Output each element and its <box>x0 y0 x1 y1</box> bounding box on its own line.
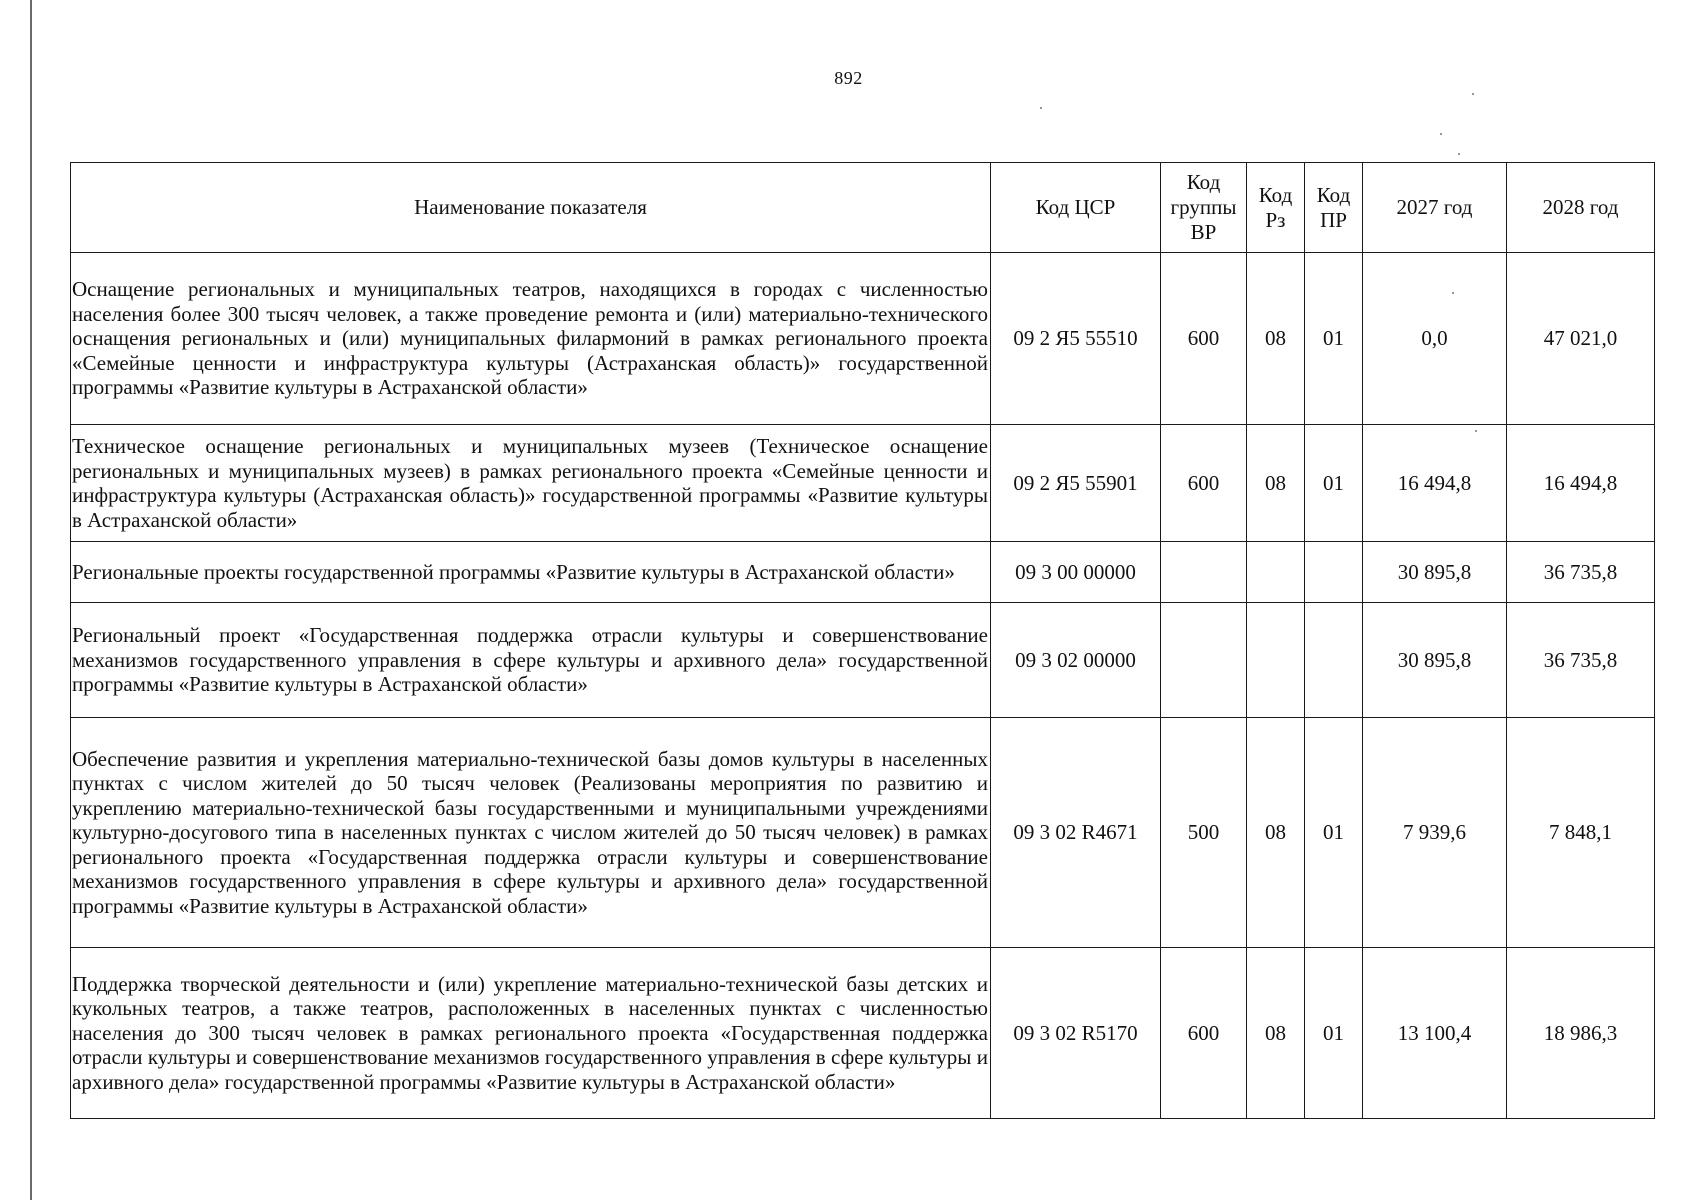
table-header-row <box>71 163 1655 253</box>
page-binding-line <box>30 0 32 1200</box>
indicator-name-cell: Обеспечение развития и укрепления материально-технической базы домов культуры в населенных пунктах с числом жителей до 50 тысяч человек (Реализованы мероприятия по развитию и укреплению материально-технической базы государственными и муниципальными учреждениями культурно-досугового типа в населенных пунктах с числом жителей до 50 тысяч человек) в рамках регионального проекта «Государственная поддержка отрасли культуры и совершенствование механизмов государственного управления в сфере культуры и архивного дела» государственной программы «Развитие культуры в Астраханской области» <box>71 718 991 948</box>
table-row <box>71 718 1655 948</box>
pr-code-cell <box>1305 542 1363 603</box>
table-row <box>71 542 1655 603</box>
amount-2028-cell: 36 735,8 <box>1507 542 1655 603</box>
scan-speck <box>1472 93 1474 95</box>
scan-speck <box>1458 153 1460 155</box>
table-row <box>71 253 1655 425</box>
pr-code-cell <box>1305 603 1363 718</box>
csr-code-cell: 09 2 Я5 55510 <box>991 253 1161 425</box>
indicator-name-cell: Техническое оснащение региональных и муниципальных музеев (Техническое оснащение региональных и муниципальных музеев) в рамках регионального проекта «Семейные ценности и инфраструктура культуры (Астраханская область)» государственной программы «Развитие культуры в Астраханской области» <box>71 425 991 542</box>
vr-code-cell: 600 <box>1161 425 1247 542</box>
amount-2027-cell: 0,0 <box>1363 253 1507 425</box>
amount-2027-cell: 13 100,4 <box>1363 948 1507 1119</box>
amount-2027-cell: 30 895,8 <box>1363 542 1507 603</box>
pr-code-cell: 01 <box>1305 718 1363 948</box>
vr-code-cell: 600 <box>1161 948 1247 1119</box>
page-number: 892 <box>834 68 863 88</box>
indicator-name-cell: Региональный проект «Государственная поддержка отрасли культуры и совершенствование механизмов государственного управления в сфере культуры и архивного дела» государственной программы «Развитие культуры в Астраханской области» <box>71 603 991 718</box>
amount-2028-cell: 47 021,0 <box>1507 253 1655 425</box>
vr-code-cell <box>1161 542 1247 603</box>
indicator-name-cell: Поддержка творческой деятельности и (или) укрепление материально-технической базы детских и кукольных театров, а также театров, расположенных в населенных пунктах с численностью населения до 300 тысяч человек в рамках регионального проекта «Государственная поддержка отрасли культуры и совершенствование механизмов государственного управления в сфере культуры и архивного дела» государственной программы «Развитие культуры в Астраханской области» <box>71 948 991 1119</box>
csr-code-cell: 09 3 00 00000 <box>991 542 1161 603</box>
rz-code-cell: 08 <box>1247 425 1305 542</box>
amount-2028-cell: 36 735,8 <box>1507 603 1655 718</box>
csr-code-cell: 09 3 02 00000 <box>991 603 1161 718</box>
table-row <box>71 425 1655 542</box>
rz-code-cell <box>1247 603 1305 718</box>
vr-code-cell <box>1161 603 1247 718</box>
header-year-2027: 2027 год <box>1363 163 1507 253</box>
rz-code-cell: 08 <box>1247 718 1305 948</box>
vr-code-cell: 600 <box>1161 253 1247 425</box>
header-vr-group-code: Код группы ВР <box>1161 163 1247 253</box>
csr-code-cell: 09 3 02 R5170 <box>991 948 1161 1119</box>
budget-table <box>70 162 1655 1119</box>
indicator-name-cell: Региональные проекты государственной программы «Развитие культуры в Астраханской области» <box>71 542 991 603</box>
header-indicator-name: Наименование показателя <box>71 163 991 253</box>
amount-2028-cell: 16 494,8 <box>1507 425 1655 542</box>
header-rz-code: Код Рз <box>1247 163 1305 253</box>
csr-code-cell: 09 2 Я5 55901 <box>991 425 1161 542</box>
pr-code-cell: 01 <box>1305 948 1363 1119</box>
vr-code-cell: 500 <box>1161 718 1247 948</box>
header-csr-code: Код ЦСР <box>991 163 1161 253</box>
amount-2028-cell: 18 986,3 <box>1507 948 1655 1119</box>
amount-2027-cell: 7 939,6 <box>1363 718 1507 948</box>
pr-code-cell: 01 <box>1305 253 1363 425</box>
rz-code-cell: 08 <box>1247 253 1305 425</box>
amount-2027-cell: 30 895,8 <box>1363 603 1507 718</box>
rz-code-cell: 08 <box>1247 948 1305 1119</box>
table-row <box>71 948 1655 1119</box>
header-pr-code: Код ПР <box>1305 163 1363 253</box>
csr-code-cell: 09 3 02 R4671 <box>991 718 1161 948</box>
pr-code-cell: 01 <box>1305 425 1363 542</box>
indicator-name-cell: Оснащение региональных и муниципальных театров, находящихся в городах с численностью населения более 300 тысяч человек, а также проведение ремонта и (или) материально-технического оснащения региональных и (или) муниципальных филармоний в рамках регионального проекта «Семейные ценности и инфраструктура культуры (Астраханская область)» государственной программы «Развитие культуры в Астраханской области» <box>71 253 991 425</box>
table-row <box>71 603 1655 718</box>
scan-speck <box>1040 107 1042 109</box>
amount-2027-cell: 16 494,8 <box>1363 425 1507 542</box>
header-year-2028: 2028 год <box>1507 163 1655 253</box>
rz-code-cell <box>1247 542 1305 603</box>
scan-speck <box>1440 133 1442 135</box>
amount-2028-cell: 7 848,1 <box>1507 718 1655 948</box>
